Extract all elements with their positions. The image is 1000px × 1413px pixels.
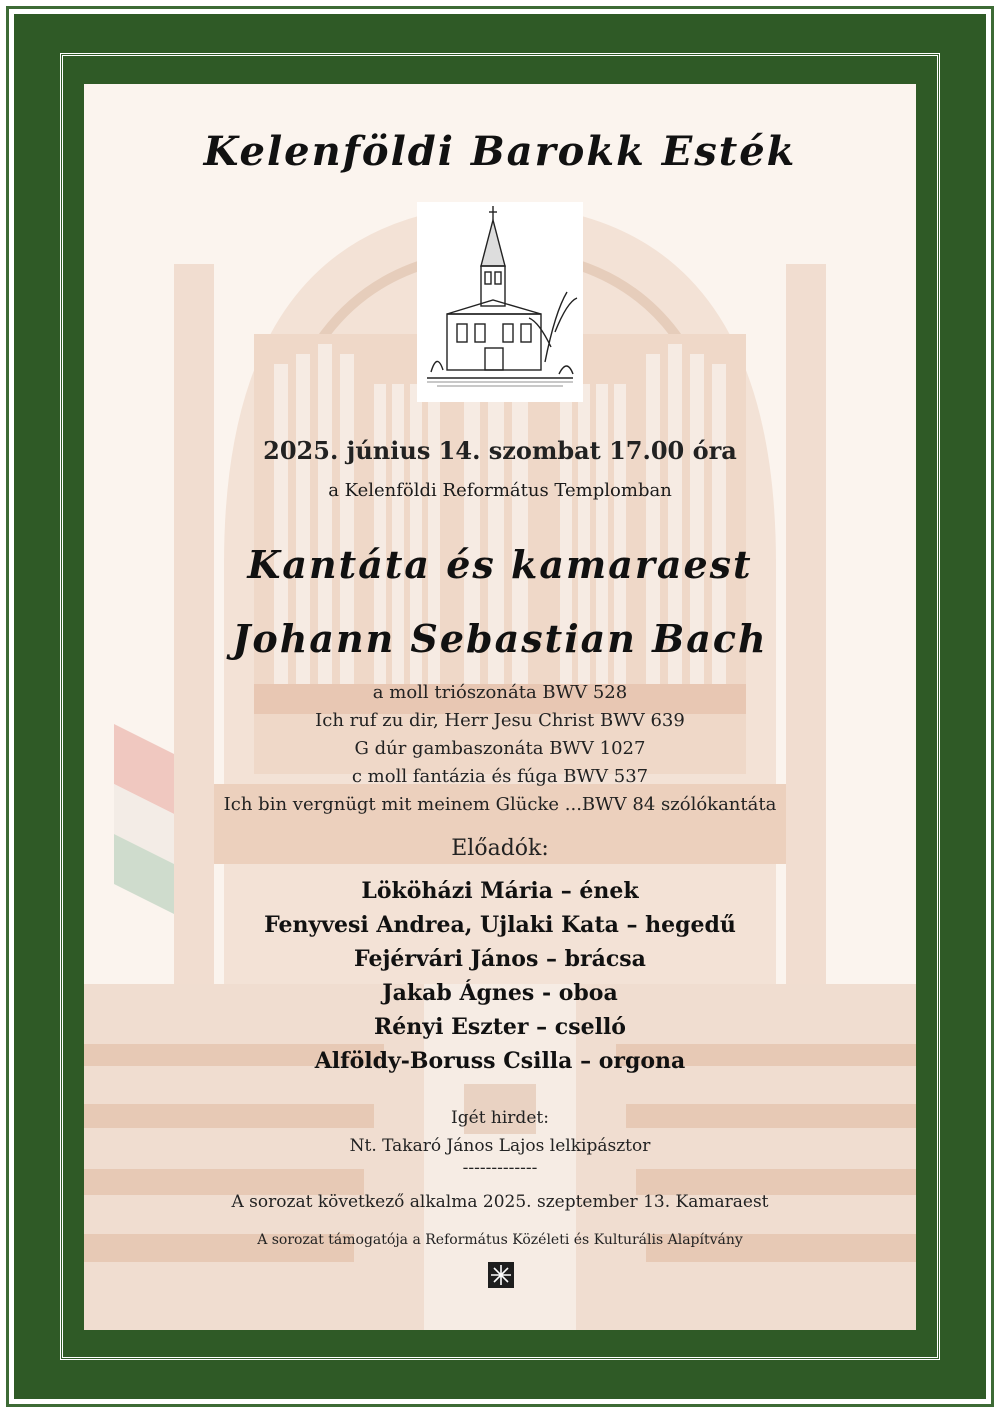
headline-line-1: Kantáta és kamaraest [247, 542, 753, 587]
event-datetime: 2025. június 14. szombat 17.00 óra [263, 436, 737, 465]
separator-line: ------------- [462, 1158, 538, 1178]
next-event-note: A sorozat következő alkalma 2025. szeptember 13. Kamaraest [231, 1192, 769, 1212]
performer-item: Jakab Ágnes - oboa [382, 980, 618, 1006]
headline-line-2: Johann Sebastian Bach [232, 616, 768, 661]
preacher-heading: Igét hirdet: [451, 1108, 549, 1128]
program-item: Ich ruf zu dir, Herr Jesu Christ BWV 639 [315, 710, 685, 731]
event-venue: a Kelenföldi Református Templomban [328, 480, 672, 501]
performer-item: Alföldy-Boruss Csilla – orgona [314, 1048, 686, 1074]
poster-content [84, 84, 916, 1330]
performer-item: Fenyvesi Andrea, Ujlaki Kata – hegedű [264, 912, 736, 938]
program-item: c moll fantázia és fúga BWV 537 [351, 766, 649, 787]
performer-item: Lököházi Mária – ének [361, 878, 639, 904]
poster-title: Kelenföldi Barokk Esték [203, 128, 797, 175]
performers-heading: Előadók: [451, 836, 549, 861]
program-item: G dúr gambaszonáta BWV 1027 [354, 738, 646, 759]
program-item: a moll triószonáta BWV 528 [372, 682, 628, 703]
church-sketch-image [417, 202, 583, 402]
program-item: Ich bin vergnügt mit meinem Glücke ...BWV 84 szólókantáta [223, 794, 777, 815]
foundation-logo-icon [488, 1262, 514, 1288]
sponsor-note: A sorozat támogatója a Református Közéleti és Kulturális Alapítvány [257, 1232, 743, 1248]
preacher-name: Nt. Takaró János Lajos lelkipásztor [349, 1136, 651, 1156]
performer-item: Rényi Eszter – cselló [374, 1014, 626, 1040]
performer-item: Fejérvári János – brácsa [354, 946, 646, 972]
